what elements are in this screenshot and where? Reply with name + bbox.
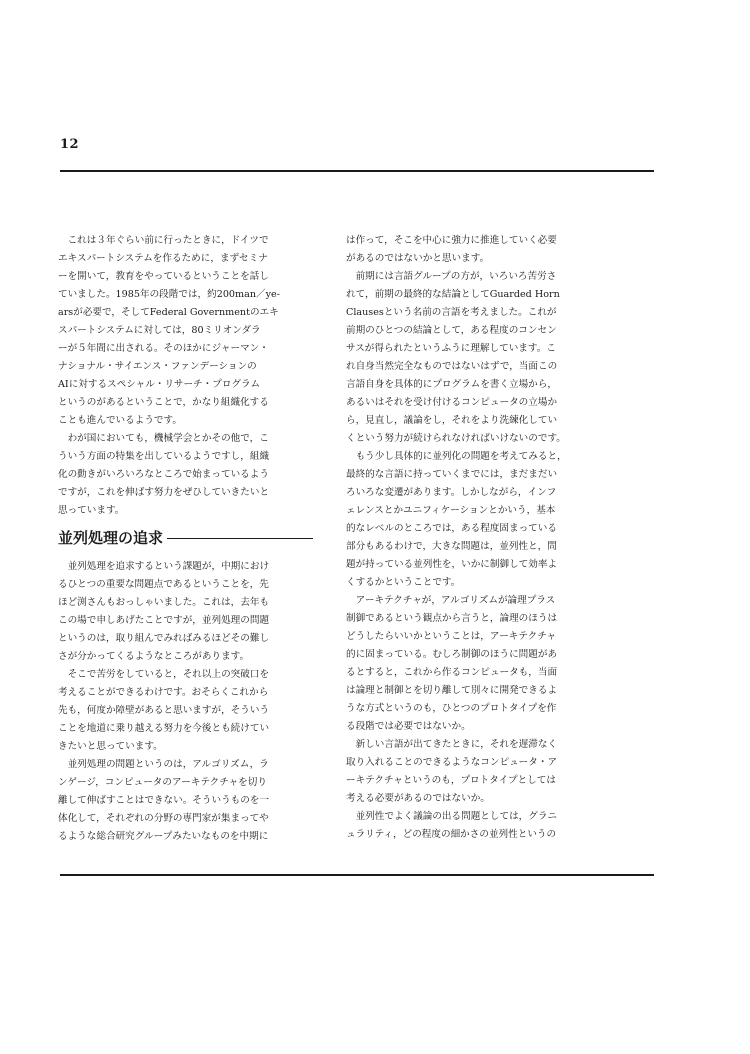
text-line: 思っています。 xyxy=(58,505,125,516)
text-line: きたいと思っています。 xyxy=(58,741,163,752)
text-line: る段階では必要ではないか。 xyxy=(346,721,471,732)
text-line: というのは，取り組んでみればみるほどその難し xyxy=(58,633,270,644)
text-line: ェレンスとかユニフィケーションとかいう，基本 xyxy=(346,505,556,516)
footer-rule xyxy=(60,874,654,876)
text-line: 取り入れることのできるようなコンピュータ・ア xyxy=(346,757,558,768)
text-line: ことを地道に乗り越える努力を今後とも続けてい xyxy=(58,723,270,734)
text-line: ナショナル・サイエンス・ファンデーションの xyxy=(58,361,257,372)
text-line: 並列処理を追求するという課題が，中期におけ xyxy=(58,561,270,572)
section-heading-text: 並列処理の追求 xyxy=(58,529,164,547)
text-line: 前期のひとつの結論として，ある程度のコンセン xyxy=(346,325,557,336)
left-section-text xyxy=(58,558,313,846)
text-line: るような総合研究グループみたいなものを中期に xyxy=(58,831,269,842)
page-number: 12 xyxy=(60,137,80,152)
text-line: ういう方面の特集を出しているようですし，組織 xyxy=(58,451,270,462)
text-line: ほど渕さんもおっしゃいました。これは，去年も xyxy=(58,597,270,608)
text-line: ことも進んでいるようです。 xyxy=(58,415,182,426)
text-line: 最終的な言語に持っていくまでには，まだまだい xyxy=(346,469,558,480)
text-line: 題が持っている並列性を，いかに制御して効率よ xyxy=(346,559,558,570)
text-line: れて，前期の最終的な結論としてGuarded Horn xyxy=(346,289,560,300)
text-line: アーキテクチャが，アルゴリズムが論理プラス xyxy=(346,595,556,606)
text-line: エキスパートシステムを作るために，まずセミナ xyxy=(58,253,268,264)
text-line: AIに対するスペシャル・リサーチ・プログラム xyxy=(58,379,261,390)
text-line: 考える必要があるのではないか。 xyxy=(346,793,490,804)
text-line: というのがあるということで，かなり組織化する xyxy=(58,397,269,408)
text-line: ーキテクチャというのも，プロトタイプとしては xyxy=(346,775,556,786)
text-line: ら，見直し，議論をし，それをより洗練化してい xyxy=(346,415,558,426)
text-line: くするかということです。 xyxy=(346,577,461,588)
text-line: ーを開いて，教育をやっているということを話し xyxy=(58,271,269,282)
text-line: 化の動きがいろいろなところで始まっているよう xyxy=(58,469,269,480)
text-line: 考えることができるわけです。おそらくこれから xyxy=(58,687,269,698)
text-line: れ自身当然完全なものではないはずで，当面この xyxy=(346,361,558,372)
text-line: 的なレベルのところでは，ある程度固まっている xyxy=(346,523,557,534)
text-line: わが国においても，機械学会とかその他で，こ xyxy=(58,433,269,444)
text-line: ンゲージ，コンピュータのアーキテクチャを切り xyxy=(58,777,267,788)
right-column xyxy=(346,232,601,844)
text-line: ろいろな変遷があります。しかしながら，インフ xyxy=(346,487,557,498)
left-column xyxy=(58,232,313,846)
text-line: あるいはそれを受け付けるコンピュータの立場か xyxy=(346,397,558,408)
text-line: 部分もあるわけで，大きな問題は，並列性と，問 xyxy=(346,541,557,552)
text-line: うな方式というのも，ひとつのプロトタイプを作 xyxy=(346,703,557,714)
text-line: 言語自身を具体的にプログラムを書く立場から， xyxy=(346,379,557,390)
text-line: があるのではないかと思います。 xyxy=(346,253,490,264)
left-intro-text xyxy=(58,232,313,520)
text-line: ュラリティ，どの程度の細かさの並列性というの xyxy=(346,829,557,840)
text-line: Clausesという名前の言語を考えました。これが xyxy=(346,307,557,318)
text-line: そこで苦労をしていると，それ以上の突破口を xyxy=(58,669,270,680)
text-line: ていました。1985年の段階では，約200man／ye- xyxy=(58,289,280,300)
text-line: は論理と制御とを切り離して別々に開発できるよ xyxy=(346,685,558,696)
text-line: ーが５年間に出される。そのほかにジャーマン・ xyxy=(58,343,269,354)
text-line: 新しい言語が出てきたときに，それを遅滞なく xyxy=(346,739,558,750)
text-line: サスが得られたというふうに理解しています。こ xyxy=(346,343,556,354)
header-rule xyxy=(60,170,654,172)
text-line: 離して伸ばすことはできない。そういうものを一 xyxy=(58,795,270,806)
section-heading-rule xyxy=(167,538,313,539)
text-line: もう少し具体的に並列化の問題を考えてみると， xyxy=(346,451,567,462)
text-line: arsが必要で，そしてFederal Governmentのエキ xyxy=(58,307,279,318)
text-line: 的に固まっている。むしろ制御のほうに問題があ xyxy=(346,649,558,660)
text-line: どうしたらいいかということは，アーキテクチャ xyxy=(346,631,557,642)
text-line: この場で申しあげたことですが，並列処理の問題 xyxy=(58,615,270,626)
text-line: は作って，そこを中心に強力に推進していく必要 xyxy=(346,235,557,246)
section-heading xyxy=(58,524,313,552)
text-line: これは３年ぐらい前に行ったときに，ドイツで xyxy=(58,235,269,246)
text-line: るとすると，これから作るコンピュータも，当面 xyxy=(346,667,558,678)
text-line: 並列処理の問題というのは，アルゴリズム，ラ xyxy=(58,759,269,770)
text-line: 体化して，それぞれの分野の専門家が集まってや xyxy=(58,813,269,824)
text-line: ですが，これを伸ばす努力をぜひしていきたいと xyxy=(58,487,270,498)
text-line: くという努力が続けられなければいけないのです。 xyxy=(346,433,566,444)
text-line: 先も，何度か障壁があると思いますが，そういう xyxy=(58,705,270,716)
text-line: 並列性でよく議論の出る問題としては，グラニ xyxy=(346,811,558,822)
text-line: るひとつの重要な問題点であるということを，先 xyxy=(58,579,269,590)
text-line: スパートシステムに対しては，80ミリオンダラ xyxy=(58,325,261,336)
text-line: さが分かってくるようなところがあります。 xyxy=(58,651,250,662)
text-line: 前期には言語グループの方が，いろいろ苦労さ xyxy=(346,271,557,282)
text-line: 制御であるという観点から言うと，論理のほうは xyxy=(346,613,558,624)
